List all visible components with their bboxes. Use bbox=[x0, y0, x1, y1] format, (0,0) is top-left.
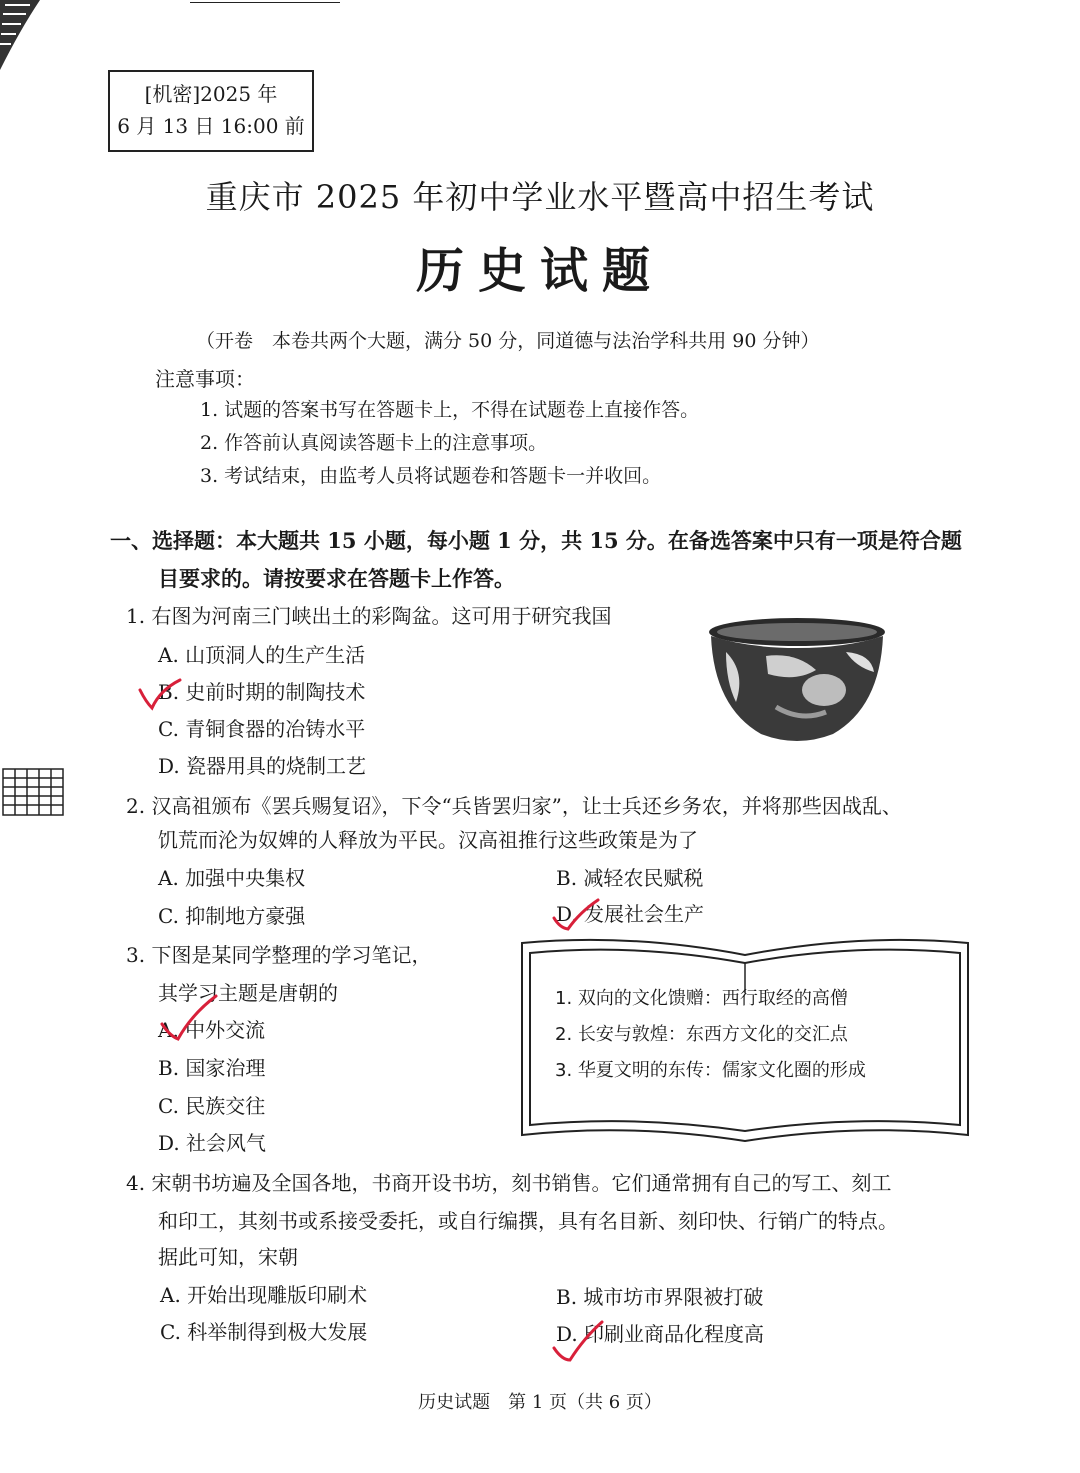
question-2-option-c: C. 抑制地方豪强 bbox=[158, 904, 306, 928]
question-1-option-a: A. 山顶洞人的生产生活 bbox=[158, 643, 366, 667]
corner-scan-pattern bbox=[0, 0, 70, 75]
question-2-stem-line-2: 饥荒而沦为奴婢的人释放为平民。汉高祖推行这些政策是为了 bbox=[158, 828, 698, 852]
question-1-stem: 1. 右图为河南三门峡出土的彩陶盆。这可用于研究我国 bbox=[126, 604, 612, 628]
question-4-stem-line-1: 4. 宋朝书坊遍及全国各地，书商开设书坊，刻书销售。它们通常拥有自己的写工、刻工 bbox=[126, 1171, 892, 1195]
question-4-option-b: B. 城市坊市界限被打破 bbox=[556, 1285, 764, 1309]
section-heading-line-1: 一、选择题：本大题共 15 小题，每小题 1 分，共 15 分。在备选答案中只有一项是符合题 bbox=[110, 528, 962, 553]
question-3-option-b: B. 国家治理 bbox=[158, 1056, 266, 1080]
study-note-line: 3. 华夏文明的东传：儒家文化圈的形成 bbox=[555, 1060, 866, 1081]
section-heading-line-2: 目要求的。请按要求在答题卡上作答。 bbox=[158, 566, 515, 591]
notice-item: 3. 考试结束，由监考人员将试题卷和答题卡一并收回。 bbox=[200, 465, 662, 487]
question-1-option-b: B. 史前时期的制陶技术 bbox=[158, 680, 366, 704]
question-4-option-a: A. 开始出现雕版印刷术 bbox=[160, 1283, 368, 1307]
section-heading bbox=[110, 522, 990, 598]
exam-title: 重庆市 2025 年初中学业水平暨高中招生考试 bbox=[205, 178, 875, 216]
exam-info: （开卷 本卷共两个大题，满分 50 分，同道德与法治学科共用 90 分钟） bbox=[196, 330, 820, 352]
question-3-option-c: C. 民族交往 bbox=[158, 1094, 266, 1118]
question-2-stem-line-1: 2. 汉高祖颁布《罢兵赐复诏》，下令“兵皆罢归家”，让士兵还乡务农，并将那些因战乱、 bbox=[126, 794, 902, 818]
notice-title: 注意事项： bbox=[155, 367, 255, 391]
question-3-option-a: A. 中外交流 bbox=[158, 1018, 266, 1042]
question-3-stem-line-1: 3. 下图是某同学整理的学习笔记， bbox=[126, 943, 432, 967]
question-2-option-b: B. 减轻农民赋税 bbox=[556, 866, 704, 890]
study-note-line: 1. 双向的文化馈赠：西行取经的高僧 bbox=[555, 988, 848, 1009]
page-footer: 历史试题 第 1 页（共 6 页） bbox=[418, 1392, 662, 1413]
question-2-option-d: D. 发展社会生产 bbox=[556, 902, 705, 926]
question-1-option-c: C. 青铜食器的冶铸水平 bbox=[158, 717, 366, 741]
notice-item: 1. 试题的答案书写在答题卡上，不得在试题卷上直接作答。 bbox=[200, 399, 700, 421]
question-4-stem-line-2: 和印工，其刻书或系接受委托，或自行编撰，具有名目新、刻印快、行销广的特点。 bbox=[158, 1209, 898, 1233]
top-edge-line bbox=[190, 2, 340, 3]
grid-icon bbox=[2, 768, 64, 816]
question-4-stem-line-3: 据此可知，宋朝 bbox=[158, 1245, 298, 1269]
question-4-option-c: C. 科举制得到极大发展 bbox=[160, 1320, 368, 1344]
confidential-box bbox=[108, 70, 314, 152]
question-4-option-d: D. 印刷业商品化程度高 bbox=[556, 1322, 765, 1346]
painted-pottery-basin-image bbox=[706, 612, 888, 748]
confidential-line-2: 6 月 13 日 16:00 前 bbox=[117, 114, 305, 138]
question-3-stem-line-2: 其学习主题是唐朝的 bbox=[158, 981, 338, 1005]
study-note-line: 2. 长安与敦煌：东西方文化的交汇点 bbox=[555, 1024, 848, 1045]
question-2-option-a: A. 加强中央集权 bbox=[158, 866, 306, 890]
subject-title: 历史试题 bbox=[415, 243, 664, 299]
question-3-option-d: D. 社会风气 bbox=[158, 1131, 267, 1155]
question-1-option-d: D. 瓷器用具的烧制工艺 bbox=[158, 754, 367, 778]
confidential-line-1: [机密]2025 年 bbox=[144, 82, 278, 106]
notice-item: 2. 作答前认真阅读答题卡上的注意事项。 bbox=[200, 432, 548, 454]
